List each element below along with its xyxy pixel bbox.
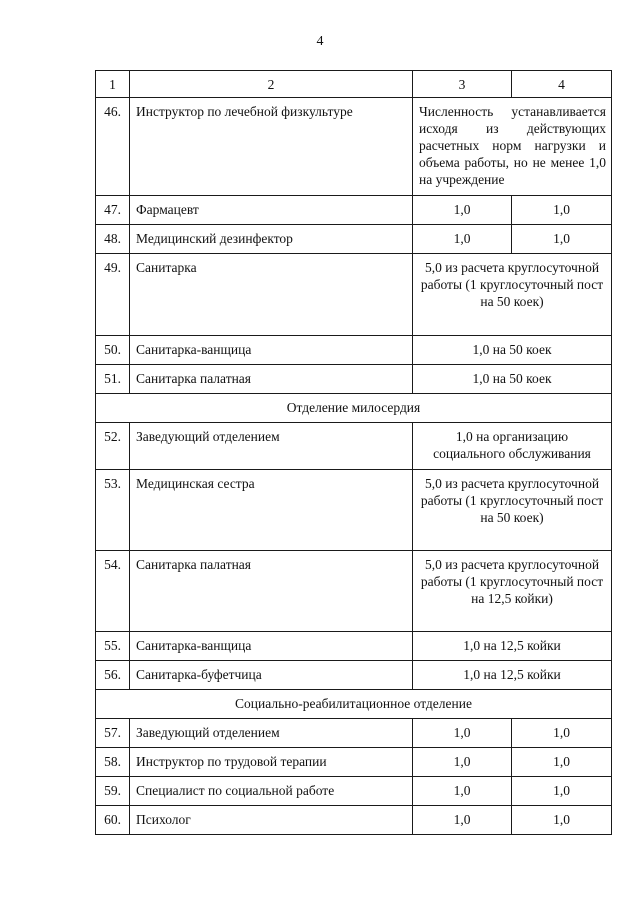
header-col-3: 3: [413, 71, 512, 98]
position-name: Медицинская сестра: [130, 470, 413, 551]
staffing-norm: 1,0 на 12,5 койки: [413, 632, 612, 661]
table-row: [96, 661, 612, 690]
row-number: 58.: [96, 748, 130, 777]
position-name: Инструктор по лечебной физкультуре: [130, 98, 413, 196]
position-name: Санитарка-ванщица: [130, 632, 413, 661]
header-col-4: 4: [512, 71, 612, 98]
table-row: [96, 225, 612, 254]
table-row: [96, 777, 612, 806]
section-header-row: [96, 690, 612, 719]
staff-count-col-3: 1,0: [413, 196, 512, 225]
row-number: 57.: [96, 719, 130, 748]
row-number: 52.: [96, 423, 130, 470]
row-number: 60.: [96, 806, 130, 835]
row-number: 48.: [96, 225, 130, 254]
staffing-norm: 1,0 на организацию социального обслуживания: [413, 423, 612, 470]
staff-count-col-3: 1,0: [413, 777, 512, 806]
staffing-norm: 5,0 из расчета круглосуточной работы (1 круглосуточный пост на 50 коек): [413, 254, 612, 336]
position-name: Фармацевт: [130, 196, 413, 225]
row-number: 56.: [96, 661, 130, 690]
staffing-norm: 1,0 на 50 коек: [413, 365, 612, 394]
header-col-2: 2: [130, 71, 413, 98]
row-number: 49.: [96, 254, 130, 336]
staff-count-col-4: 1,0: [512, 719, 612, 748]
staff-count-col-4: 1,0: [512, 777, 612, 806]
table-row: [96, 748, 612, 777]
table-row: [96, 806, 612, 835]
row-number: 51.: [96, 365, 130, 394]
table-row: [96, 336, 612, 365]
position-name: Психолог: [130, 806, 413, 835]
staff-count-col-4: 1,0: [512, 748, 612, 777]
row-number: 55.: [96, 632, 130, 661]
position-name: Санитарка-ванщица: [130, 336, 413, 365]
row-number: 59.: [96, 777, 130, 806]
staffing-table: [95, 70, 612, 835]
staffing-norm: 1,0 на 50 коек: [413, 336, 612, 365]
table-row: [96, 632, 612, 661]
staff-count-col-4: 1,0: [512, 225, 612, 254]
position-name: Медицинский дезинфектор: [130, 225, 413, 254]
staff-count-col-3: 1,0: [413, 225, 512, 254]
position-name: Санитарка палатная: [130, 551, 413, 632]
row-number: 54.: [96, 551, 130, 632]
position-name: Заведующий отделением: [130, 719, 413, 748]
table-row: [96, 254, 612, 336]
position-name: Заведующий отделением: [130, 423, 413, 470]
table-row: [96, 196, 612, 225]
table-header-row: [96, 71, 612, 98]
staff-count-col-3: 1,0: [413, 806, 512, 835]
table-row: [96, 365, 612, 394]
staff-count-col-3: 1,0: [413, 748, 512, 777]
position-name: Санитарка: [130, 254, 413, 336]
staff-count-col-4: 1,0: [512, 196, 612, 225]
table-row: [96, 98, 612, 196]
row-number: 47.: [96, 196, 130, 225]
page-number: 4: [316, 34, 324, 49]
table-row: [96, 423, 612, 470]
staffing-norm: 1,0 на 12,5 койки: [413, 661, 612, 690]
header-col-1: 1: [96, 71, 130, 98]
staffing-norm: 5,0 из расчета круглосуточной работы (1 круглосуточный пост на 12,5 койки): [413, 551, 612, 632]
section-title: Отделение милосердия: [96, 394, 612, 423]
staff-count-col-4: 1,0: [512, 806, 612, 835]
table-row: [96, 719, 612, 748]
row-number: 50.: [96, 336, 130, 365]
position-name: Инструктор по трудовой терапии: [130, 748, 413, 777]
table-row: [96, 551, 612, 632]
row-number: 53.: [96, 470, 130, 551]
staffing-norm: Численность устанавливается исходя из действующих расчетных норм нагрузки и объема работы, но не менее 1,0 на учреждение: [413, 98, 612, 196]
table-row: [96, 470, 612, 551]
section-header-row: [96, 394, 612, 423]
section-title: Социально-реабилитационное отделение: [96, 690, 612, 719]
staffing-norm: 5,0 из расчета круглосуточной работы (1 круглосуточный пост на 50 коек): [413, 470, 612, 551]
position-name: Санитарка-буфетчица: [130, 661, 413, 690]
row-number: 46.: [96, 98, 130, 196]
staff-count-col-3: 1,0: [413, 719, 512, 748]
position-name: Санитарка палатная: [130, 365, 413, 394]
position-name: Специалист по социальной работе: [130, 777, 413, 806]
